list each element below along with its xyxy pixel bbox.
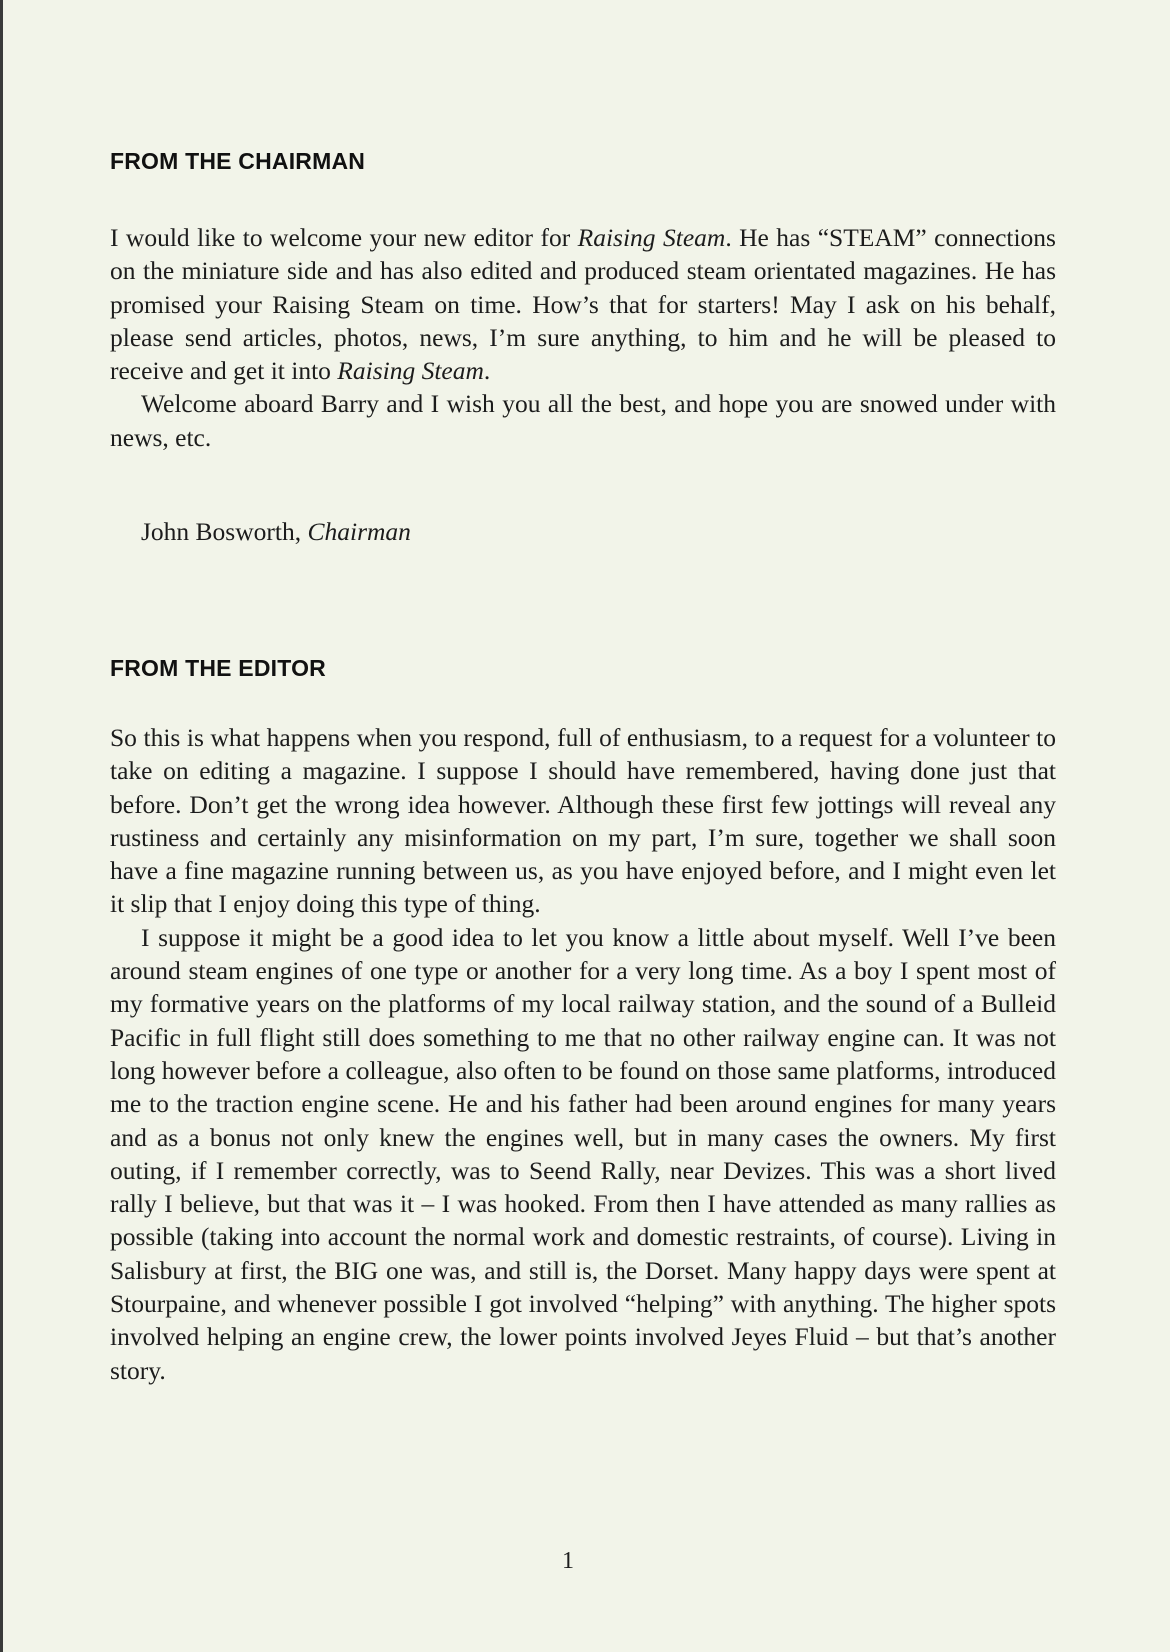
chairman-p1-text-c: . He has “STEAM” connections on the miniature side and has also edited and produced steam orientated magazines. He has promised your Raising Steam on time. How’s that for starters! May I ask on his behalf, please send articles, photos, news, I’m sure anything, to him and he will be pleased to receive and get it into bbox=[110, 223, 1056, 386]
page-spine-edge bbox=[0, 0, 3, 1652]
chairman-signature bbox=[141, 517, 411, 547]
editor-letter bbox=[110, 721, 1056, 1387]
chairman-p1-text-e: . bbox=[483, 356, 491, 386]
signature-title: Chairman bbox=[307, 517, 411, 546]
chairman-paragraph-1 bbox=[110, 221, 1056, 387]
chairman-p1-italic-title-2: Raising Steam bbox=[337, 356, 484, 386]
editor-heading: FROM THE EDITOR bbox=[110, 655, 326, 681]
page-number: 1 bbox=[562, 1548, 574, 1574]
chairman-letter bbox=[110, 221, 1056, 454]
chairman-p1-italic-title-1: Raising Steam bbox=[577, 223, 726, 252]
editor-paragraph-2: I suppose it might be a good idea to let you know a little about myself. Well I’ve been around steam engines of one type or another for a very long time. As a boy I spent most of my formative years on the platforms of my local railway station, and the sound of a Bulleid Pacific in full flight still does something to me that no other railway engine can. It was not long however before a colleague, also often to be found on those same platforms, introduced me to the traction engine scene. He and his father had been around engines for many years and as a bonus not only knew the engines well, but in many cases the owners. My first outing, if I remember correctly, was to Seend Rally, near Devizes. This was a short lived rally I believe, but that was it – I was hooked. From then I have attended as many rallies as possible (taking into account the normal work and domestic restraints, of course). Living in Salisbury at first, the BIG one was, and still is, the Dorset. Many happy days were spent at Stourpaine, and whenever possible I got involved “helping” with anything. The higher spots involved helping an engine crew, the lower points involved Jeyes Fluid – but that’s another story. bbox=[110, 922, 1056, 1385]
editor-paragraph-1: So this is what happens when you respond, full of enthusiasm, to a request for a volunteer to take on editing a magazine. I suppose I should have remembered, having done just that before. Don’t get the wrong idea however. Although these first few jottings will reveal any rustiness and certainly any misinformation on my part, I’m sure, together we shall soon have a fine magazine running between us, as you have enjoyed before, and I might even let it slip that I enjoy doing this type of thing. bbox=[110, 723, 1056, 919]
chairman-p1-text-a: I would like to welcome your new editor for bbox=[110, 223, 578, 252]
chairman-paragraph-2: Welcome aboard Barry and I wish you all the best, and hope you are snowed under with news, etc. bbox=[110, 389, 1056, 452]
signature-name: John Bosworth, bbox=[141, 517, 308, 546]
chairman-heading: FROM THE CHAIRMAN bbox=[110, 148, 366, 174]
